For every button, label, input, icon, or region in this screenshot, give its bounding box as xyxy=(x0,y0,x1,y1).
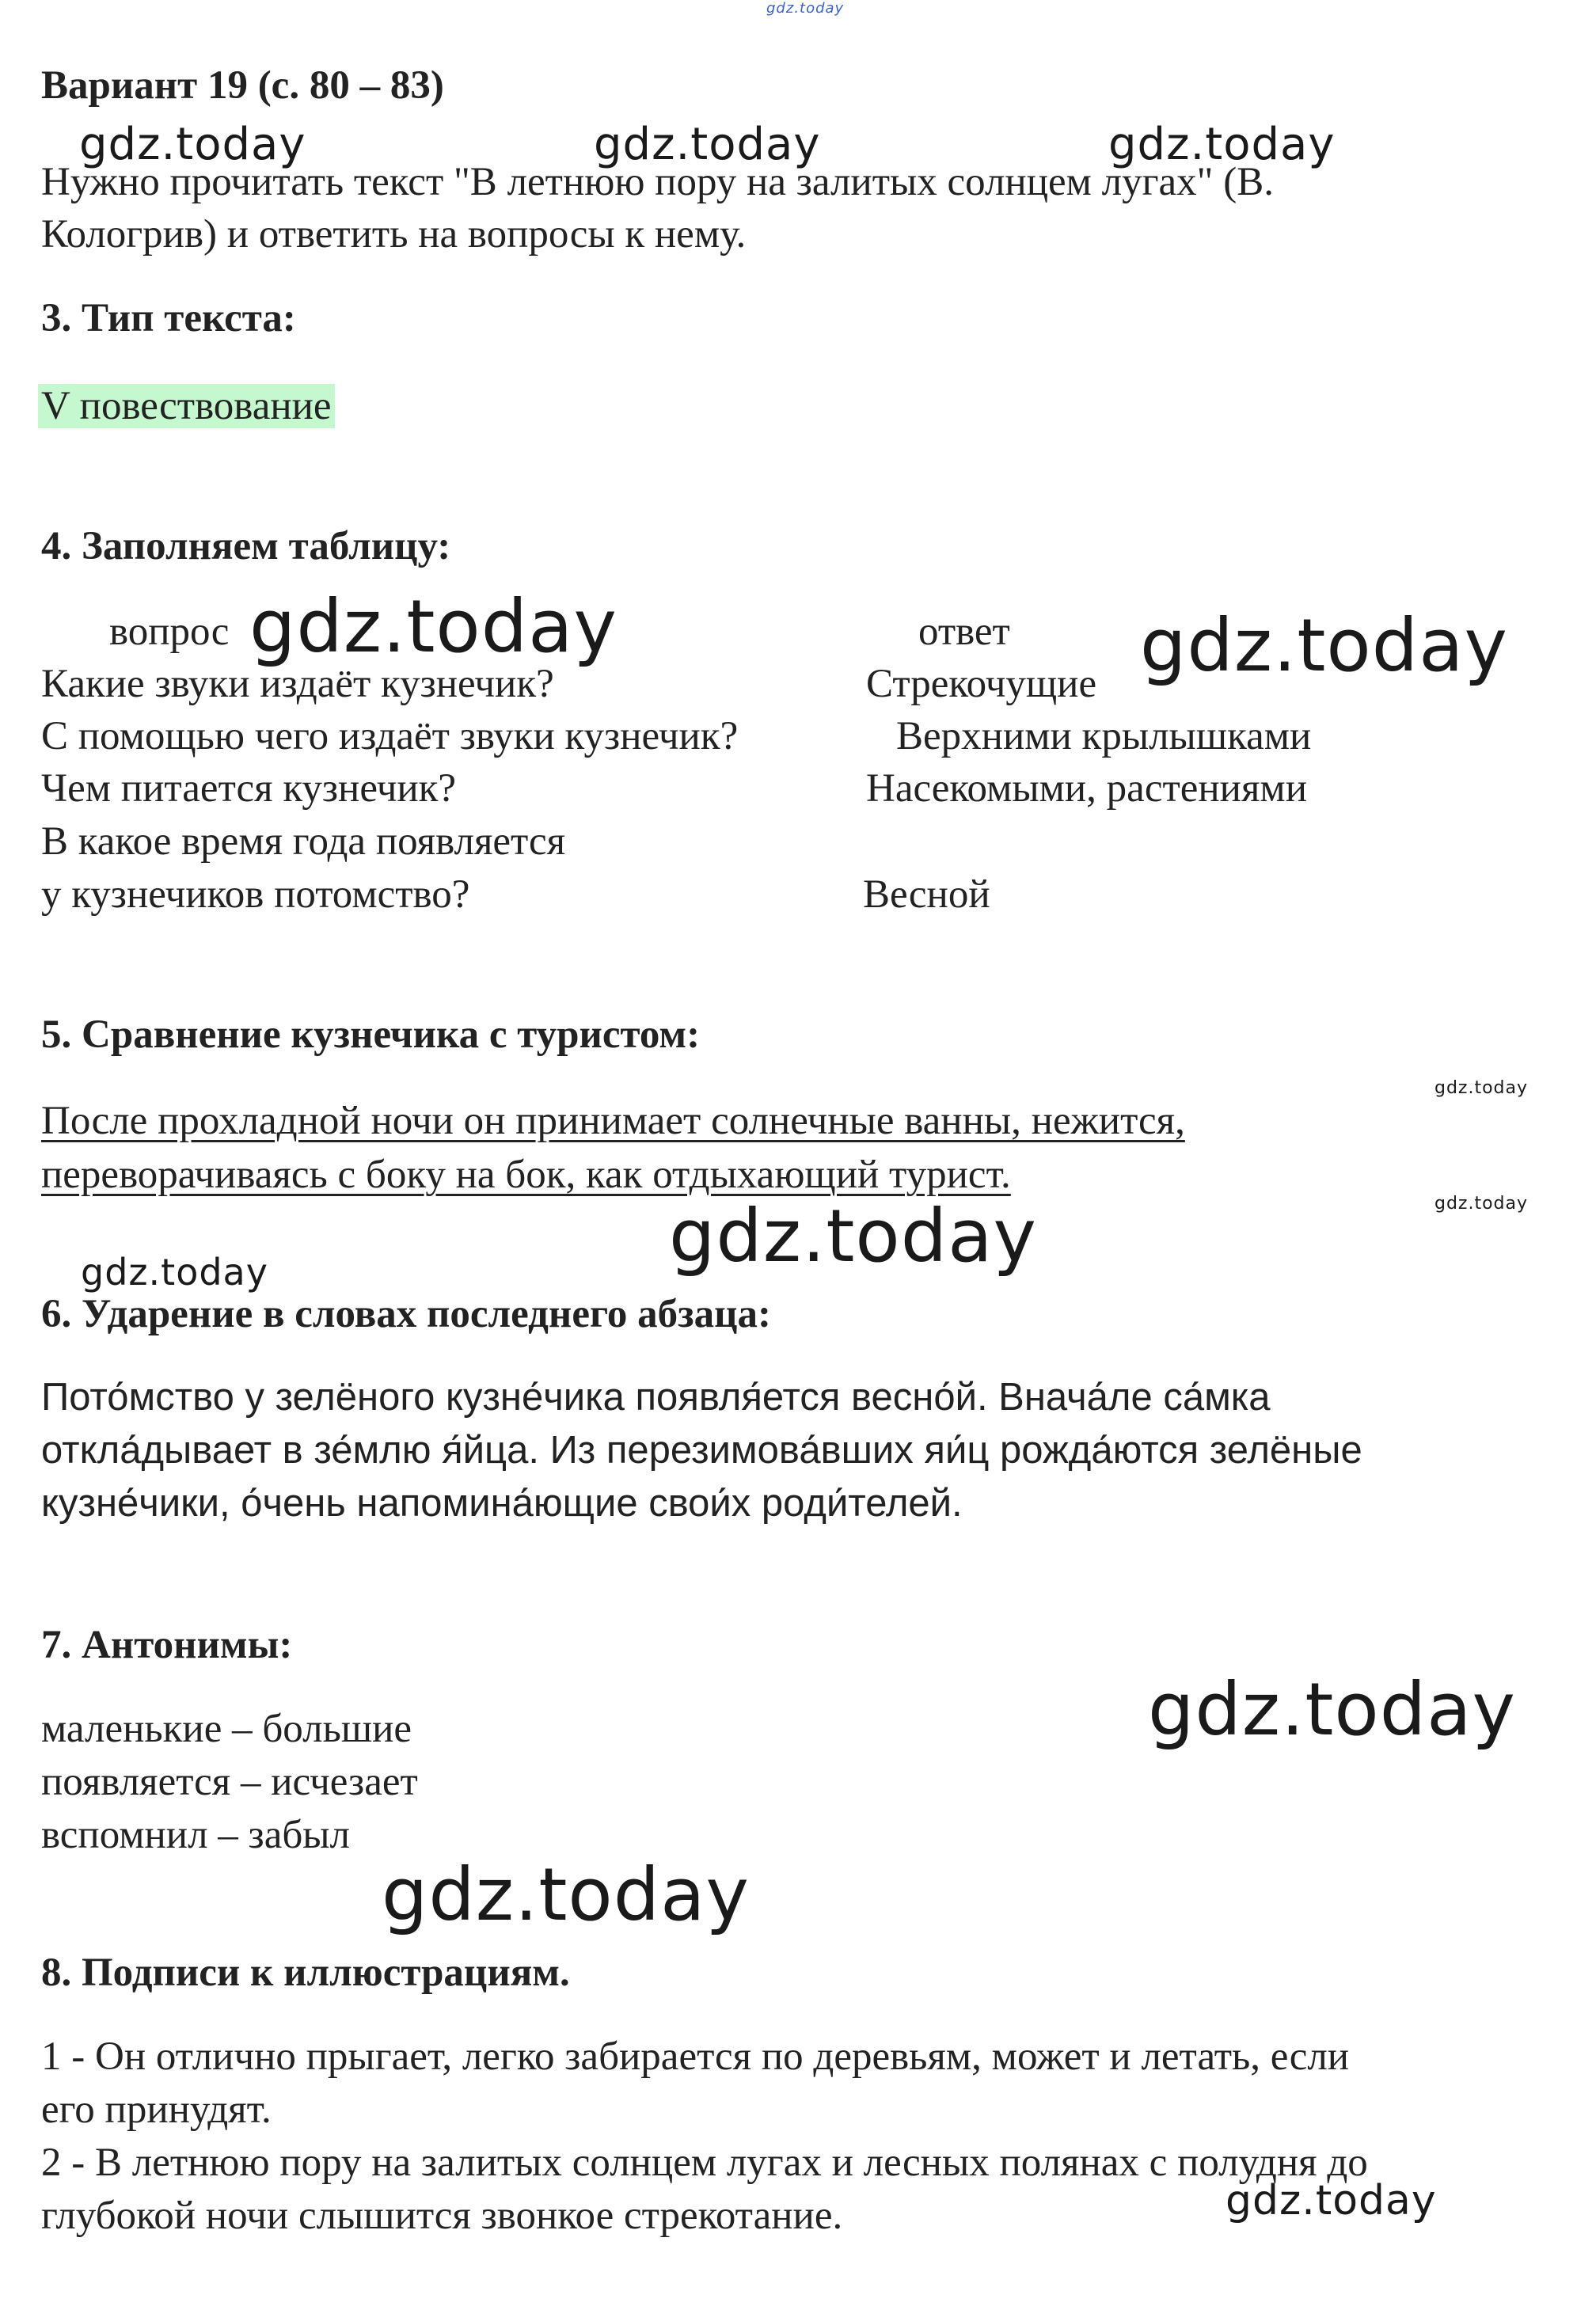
watermark: gdz.today xyxy=(1148,1667,1516,1752)
watermark: gdz.today xyxy=(249,584,618,669)
table-row-question: С помощью чего издаёт звуки кузнечик? xyxy=(41,714,739,758)
watermark: gdz.today xyxy=(1226,2177,1437,2224)
text-type-answer xyxy=(38,382,335,431)
watermark: gdz.today xyxy=(1140,603,1508,688)
table-header-answer: ответ xyxy=(918,610,1010,654)
caption-line-4: глубокой ночи слышится звонкое стрекотание. xyxy=(41,2194,843,2238)
watermark-top: gdz.today xyxy=(766,0,845,17)
watermark: gdz.today xyxy=(79,119,306,170)
watermark: gdz.today xyxy=(81,1251,268,1294)
antonym-pair: вспомнил – забыл xyxy=(41,1813,350,1857)
watermark: gdz.today xyxy=(1434,1194,1529,1214)
caption-line-2: его принудят. xyxy=(41,2088,272,2132)
stress-line-2: откла́дывает в зе́млю я́йца. Из перезимова́вших яи́ц рожда́ются зелёные xyxy=(41,1429,1362,1472)
caption-line-1: 1 - Он отлично прыгает, легко забирается по деревьям, может и летать, если xyxy=(41,2034,1350,2079)
section-8-heading: 8. Подписи к иллюстрациям. xyxy=(41,1951,570,1995)
table-row-question-continued: у кузнечиков потомство? xyxy=(41,872,470,917)
table-row-question: Чем питается кузнечик? xyxy=(41,766,457,811)
antonym-pair: появляется – исчезает xyxy=(41,1760,418,1804)
page-title: Вариант 19 (с. 80 – 83) xyxy=(41,63,444,108)
table-row-answer: Весной xyxy=(863,872,990,917)
comparison-quote-line-2: переворачиваясь с боку на бок, как отдыхающий турист. xyxy=(41,1153,1011,1197)
comparison-quote-line-1: После прохладной ночи он принимает солнечные ванны, нежится, xyxy=(41,1099,1185,1143)
stress-line-1: Пото́мство у зелёного кузне́чика появля́ется весно́й. Внача́ле са́мка xyxy=(41,1376,1271,1419)
section-5-heading: 5. Сравнение кузнечика с туристом: xyxy=(41,1012,701,1057)
table-row-answer: Насекомыми, растениями xyxy=(866,766,1307,811)
antonym-pair: маленькие – большие xyxy=(41,1707,412,1751)
section-3-heading: 3. Тип текста: xyxy=(41,296,296,340)
table-row-question: Какие звуки издаёт кузнечик? xyxy=(41,662,554,706)
intro-line-1: Нужно прочитать текст "В летнюю пору на залитых солнцем лугах" (В. xyxy=(41,160,1274,204)
intro-line-2: Кологрив) и ответить на вопросы к нему. xyxy=(41,212,747,256)
section-6-heading: 6. Ударение в словах последнего абзаца: xyxy=(41,1292,771,1336)
watermark: gdz.today xyxy=(382,1852,750,1937)
section-7-heading: 7. Антонимы: xyxy=(41,1623,293,1667)
text-type-answer-highlight: V повествование xyxy=(38,384,335,428)
section-4-heading: 4. Заполняем таблицу: xyxy=(41,524,451,568)
watermark: gdz.today xyxy=(1108,119,1336,170)
table-row-answer: Стрекочущие xyxy=(866,662,1097,706)
caption-line-3: 2 - В летнюю пору на залитых солнцем лугах и лесных полянах с полудня до xyxy=(41,2141,1368,2185)
watermark: gdz.today xyxy=(669,1194,1037,1278)
watermark: gdz.today xyxy=(1434,1078,1529,1098)
watermark: gdz.today xyxy=(594,119,821,170)
table-row-answer: Верхними крылышками xyxy=(896,714,1312,758)
table-row-question: В какое время года появляется xyxy=(41,819,566,864)
stress-line-3: кузне́чики, о́чень напомина́ющие свои́х роди́телей. xyxy=(41,1482,963,1525)
table-header-question: вопрос xyxy=(109,610,230,654)
